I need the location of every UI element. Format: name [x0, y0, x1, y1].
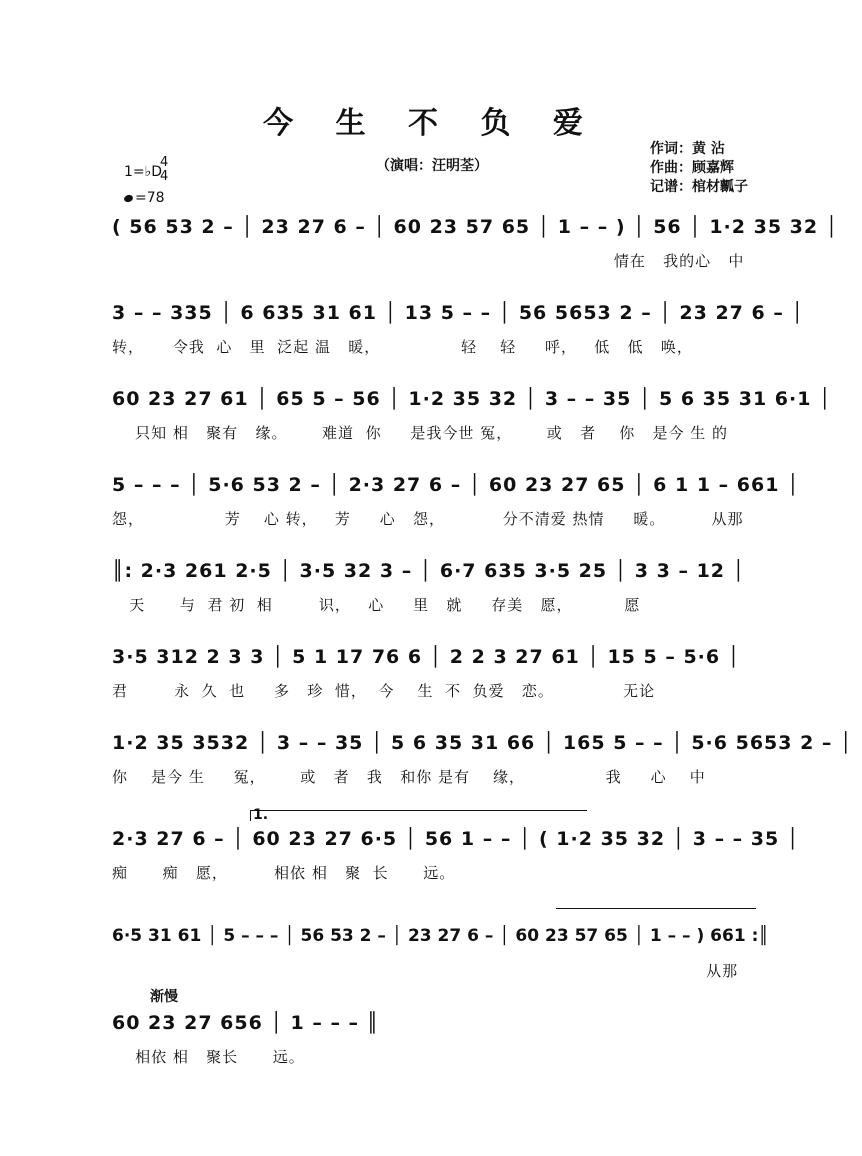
rit-marking: 渐慢	[150, 989, 178, 1005]
notes-line: 5 – – – │ 5·6 53 2 – │ 2·3 27 6 – │ 60 23 27 65 │ 6 1 1 – 661 │	[112, 474, 800, 496]
volta-label: 1.	[253, 807, 269, 823]
volta-bracket-2	[556, 908, 756, 919]
singer-credit: （演唱：汪明荃）	[376, 158, 488, 174]
time-bottom: 4	[160, 169, 169, 184]
notes-line: 6·5 31 61 │ 5 – – – │ 56 53 2 – │ 23 27 6 – │ 60 23 57 65 │ 1 – – ) 661 :║	[112, 926, 769, 946]
lyrics-line: 相依 相 聚长 远。	[112, 1048, 305, 1066]
notes-line: 3 – – 335 │ 6 635 31 61 │ 13 5 – – │ 56 5653 2 – │ 23 27 6 – │	[112, 302, 804, 324]
volta-bracket	[250, 807, 587, 823]
transcriber-credit: 记谱：棺材瓤子	[650, 179, 748, 195]
lyrics-line: 只知 相 聚有 缘。 难道 你 是我今世 冤， 或 者 你 是今 生 的	[112, 424, 729, 442]
lyrics-line: 从那	[112, 962, 739, 980]
quarter-note-icon	[123, 194, 134, 204]
notes-line: 2·3 27 6 – │ 60 23 27 6·5 │ 56 1 – – │ ( 1·2 35 32 │ 3 – – 35 │	[112, 828, 800, 850]
notes-line: 60 23 27 61 │ 65 5 – 56 │ 1·2 35 32 │ 3 – – 35 │ 5 6 35 31 6·1 │	[112, 388, 832, 410]
notes-line: 3·5 312 2 3 3 │ 5 1 17 76 6 │ 2 2 3 27 61 │ 15 5 – 5·6 │	[112, 646, 741, 668]
time-signature	[160, 156, 168, 184]
time-top: 4	[160, 155, 169, 170]
song-title: 今 生 不 负 爱	[263, 106, 599, 141]
lyrics-line: 君 永 久 也 多 珍 惜， 今 生 不 负爱 恋。 无论	[112, 682, 656, 700]
tempo-marking	[124, 190, 165, 206]
lyrics-line: 你 是今 生 冤， 或 者 我 和你 是有 缘， 我 心 中	[112, 768, 706, 786]
lyrics-line: 痴 痴 愿， 相依 相 聚 长 远。	[112, 864, 456, 882]
lyrics-line: 天 与 君 初 相 识， 心 里 就 存美 愿， 愿	[112, 596, 641, 614]
tempo-value: =78	[135, 190, 165, 206]
notes-line: ( 56 53 2 – │ 23 27 6 – │ 60 23 57 65 │ 1 – – ) │ 56 │ 1·2 35 32 │	[112, 216, 839, 238]
lyricist-credit: 作词：黄 沾	[650, 141, 725, 157]
credits-block	[650, 140, 748, 197]
lyrics-line: 转， 令我 心 里 泛起 温 暖， 轻 轻 呼， 低 低 唤，	[112, 338, 693, 356]
key-label: 1=♭D	[124, 164, 163, 180]
notes-line: 60 23 27 656 │ 1 – – – ║	[112, 1012, 380, 1034]
composer-credit: 作曲：顾嘉辉	[650, 160, 734, 176]
lyrics-line: 怨， 芳 心 转， 芳 心 怨， 分不清爱 热情 暖。 从那	[112, 510, 744, 528]
notes-line: ║: 2·3 261 2·5 │ 3·5 32 3 – │ 6·7 635 3·5 25 │ 3 3 – 12 │	[112, 560, 746, 582]
notes-line: 1·2 35 3532 │ 3 – – 35 │ 5 6 35 31 66 │ 165 5 – – │ 5·6 5653 2 – │	[112, 732, 853, 754]
lyrics-line: 情在 我的心 中	[112, 252, 745, 270]
